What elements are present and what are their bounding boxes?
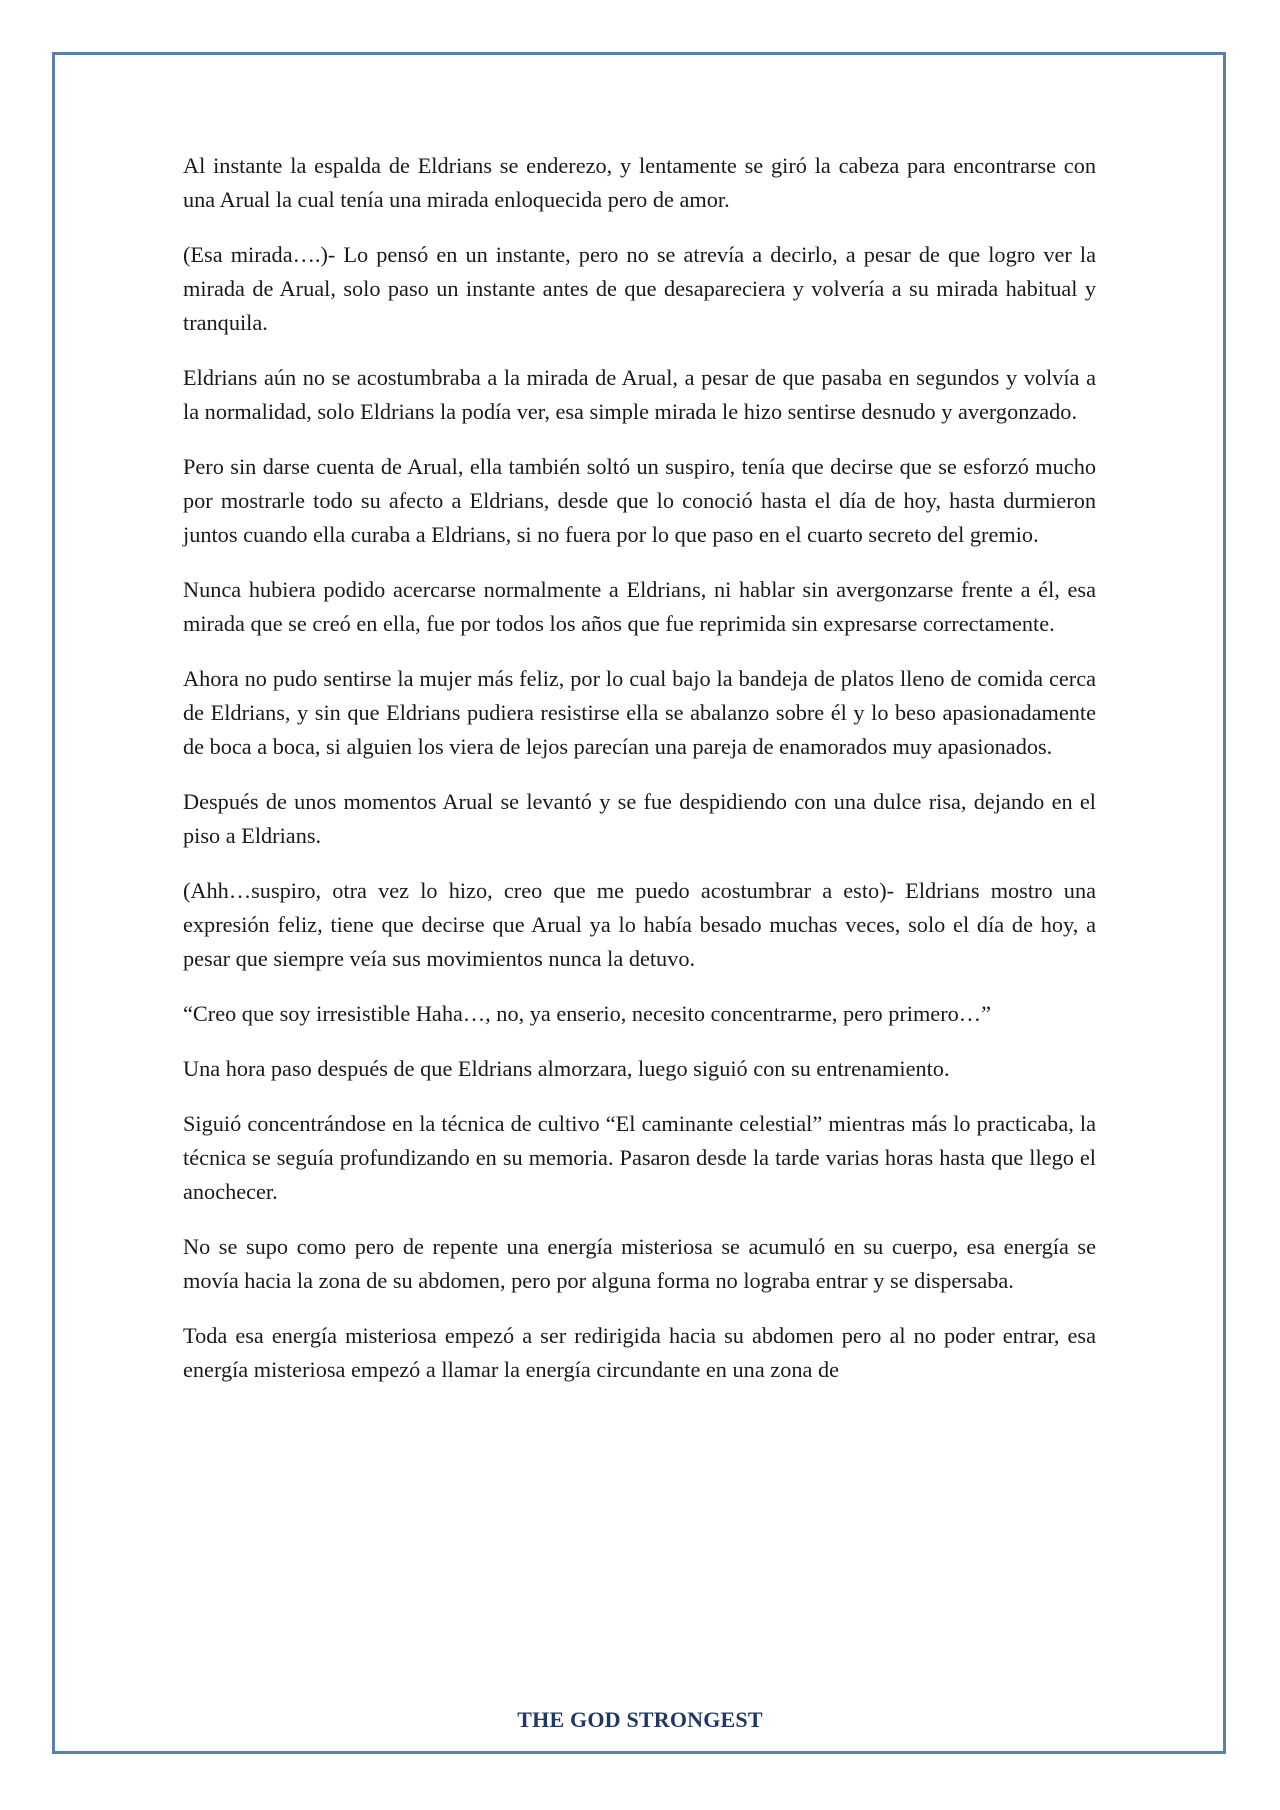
paragraph-5: Nunca hubiera podido acercarse normalmente a Eldrians, ni hablar sin avergonzarse frente a él, esa mirada que se creó en ella, fue por todos los años que fue reprimida sin expresarse correctamente. — [183, 577, 1096, 636]
paragraph-12: No se supo como pero de repente una energía misteriosa se acumuló en su cuerpo, esa energía se movía hacia la zona de su abdomen, pero por alguna forma no lograba entrar y se dispersaba. — [183, 1234, 1096, 1293]
paragraph-6: Ahora no pudo sentirse la mujer más feliz, por lo cual bajo la bandeja de platos lleno de comida cerca de Eldrians, y sin que Eldrians pudiera resistirse ella se abalanzo sobre él y lo beso apasionadamente de boca a boca, si alguien los viera de lejos parecían una pareja de enamorados muy apasionados. — [183, 666, 1096, 759]
paragraph-11: Siguió concentrándose en la técnica de cultivo “El caminante celestial” mientras más lo practicaba, la técnica se seguía profundizando en su memoria. Pasaron desde la tarde varias horas hasta que llego el anochecer. — [183, 1111, 1096, 1204]
paragraph-8: (Ahh…suspiro, otra vez lo hizo, creo que me puedo acostumbrar a esto)- Eldrians mostro una expresión feliz, tiene que decirse que Arual ya lo había besado muchas veces, solo el día de hoy, a pesar que siempre veía sus movimientos nunca la detuvo. — [183, 878, 1096, 971]
paragraph-7: Después de unos momentos Arual se levantó y se fue despidiendo con una dulce risa, dejando en el piso a Eldrians. — [183, 789, 1096, 848]
paragraph-10: Una hora paso después de que Eldrians almorzara, luego siguió con su entrenamiento. — [183, 1056, 950, 1081]
paragraph-3: Eldrians aún no se acostumbraba a la mirada de Arual, a pesar de que pasaba en segundos y volvía a la normalidad, solo Eldrians la podía ver, esa simple mirada le hizo sentirse desnudo y avergonzado. — [183, 365, 1096, 424]
paragraph-2: (Esa mirada….)- Lo pensó en un instante, pero no se atrevía a decirlo, a pesar de que logro ver la mirada de Arual, solo paso un instante antes de que desapareciera y volvería a su mirada habitual y tranquila. — [183, 242, 1096, 335]
paragraph-4: Pero sin darse cuenta de Arual, ella también soltó un suspiro, tenía que decirse que se esforzó mucho por mostrarle todo su afecto a Eldrians, desde que lo conoció hasta el día de hoy, hasta durmieron juntos cuando ella curaba a Eldrians, si no fuera por lo que paso en el cuarto secreto del gremio. — [183, 454, 1096, 547]
paragraph-1: Al instante la espalda de Eldrians se enderezo, y lentamente se giró la cabeza para encontrarse con una Arual la cual tenía una mirada enloquecida pero de amor. — [183, 153, 1096, 212]
page-footer: THE GOD STRONGEST — [517, 1707, 763, 1732]
document-body — [183, 149, 1096, 1408]
paragraph-13: Toda esa energía misteriosa empezó a ser redirigida hacia su abdomen pero al no poder entrar, esa energía misteriosa empezó a llamar la energía circundante en una zona de — [183, 1323, 1096, 1382]
paragraph-9: “Creo que soy irresistible Haha…, no, ya enserio, necesito concentrarme, pero primero…” — [183, 1001, 991, 1026]
